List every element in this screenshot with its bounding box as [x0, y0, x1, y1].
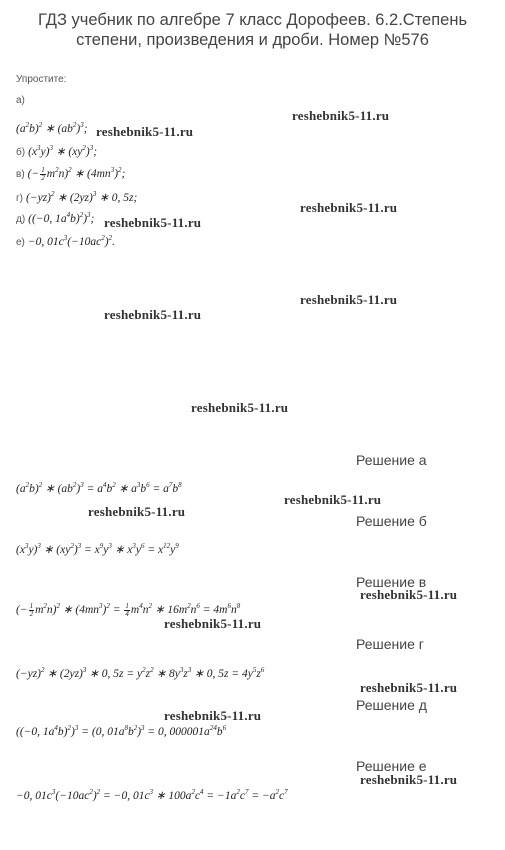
solution-expression-f: −0, $01c^3(-10ac^2)^2 = -0$, $01c^3$ ∗ $100a^2c^4 = -1a^2c^7 = -a^2c^7$ [16, 788, 288, 802]
watermark: reshebnik5-11.ru [191, 400, 289, 415]
solution-heading-b: Решение б [356, 513, 427, 529]
watermark: reshebnik5-11.ru [360, 772, 458, 787]
page-title: ГДЗ учебник по алгебре 7 класс Дорофеев. 6.2.Степень степени, произведения и дроби. Номер №576 [37, 11, 468, 49]
watermark: reshebnik5-11.ru [360, 587, 458, 602]
solution-heading-f: Решение е [356, 758, 427, 774]
watermark: reshebnik5-11.ru [300, 292, 398, 307]
solution-expression-e: ((−0, $1a^4b)^2)^3 = (0$, $01a^8b^2)^3 = 0$, $000001a^{24}b^6$ [16, 724, 227, 738]
watermark: reshebnik5-11.ru [360, 680, 458, 695]
solution-expression-b: $(x^3y)^3$ ∗ $(xy^2)^3 = x^9y^3$ ∗ $x^3y^6 = x^{12}y^9$ [16, 542, 179, 556]
solution-heading-c: Решение в [356, 574, 427, 590]
solution-expression-d: $(-yz)^2$ ∗ $(2yz)^3$ ∗ 0, $5z = y^2z^2$ ∗ $8y^3z^3$ ∗ 0, $5z = 4y^5z^6$ [16, 666, 265, 680]
task-expression-e: д) ((−0, $1a^4b)^2)^3$; [16, 211, 95, 225]
task-instruction: Упростите: [16, 74, 67, 85]
watermark: reshebnik5-11.ru [96, 124, 194, 139]
solution-expression-c: (− $\frac{1}{2}$ $m^2n)^2$ ∗ $(4mn^3)^2$ = $\frac{1}{4}$ $m^4n^2$ ∗ $16m^2n^6 = 4m^6n^8$ [16, 601, 241, 618]
task-expression-a: $(a^2b)^2$ ∗ $(ab^2)^3$; [16, 121, 88, 135]
solution-heading-a: Решение а [356, 452, 427, 468]
task-expression-f: е) −0, $01c^3(-10ac^2)^2$. [16, 234, 115, 248]
solution-expression-a: $(a^2b)^2$ ∗ $(ab^2)^3 = a^4b^2$ ∗ $a^3b^6 = a^7b^8$ [16, 481, 182, 495]
watermark: reshebnik5-11.ru [104, 215, 202, 230]
watermark: reshebnik5-11.ru [164, 616, 262, 631]
solution-heading-e: Решение д [356, 697, 427, 713]
task-expression-b: б) $(x^3y)^3$ ∗ $(xy^2)^3$; [16, 144, 98, 158]
watermark: reshebnik5-11.ru [164, 708, 262, 723]
watermark: reshebnik5-11.ru [300, 200, 398, 215]
task-label-a: а) [16, 95, 25, 106]
watermark: reshebnik5-11.ru [88, 504, 186, 519]
watermark: reshebnik5-11.ru [284, 492, 382, 507]
watermark: reshebnik5-11.ru [292, 108, 390, 123]
task-expression-c: в) (− $\frac{1}{2}$ $m^2n)^2$ ∗ $(4mn^3)^2$; [16, 165, 126, 182]
watermark: reshebnik5-11.ru [104, 307, 202, 322]
task-expression-d: г) $(-yz)^2$ ∗ $(2yz)^3$ ∗ 0, 5z; [16, 190, 138, 204]
solution-heading-d: Решение г [356, 636, 424, 652]
